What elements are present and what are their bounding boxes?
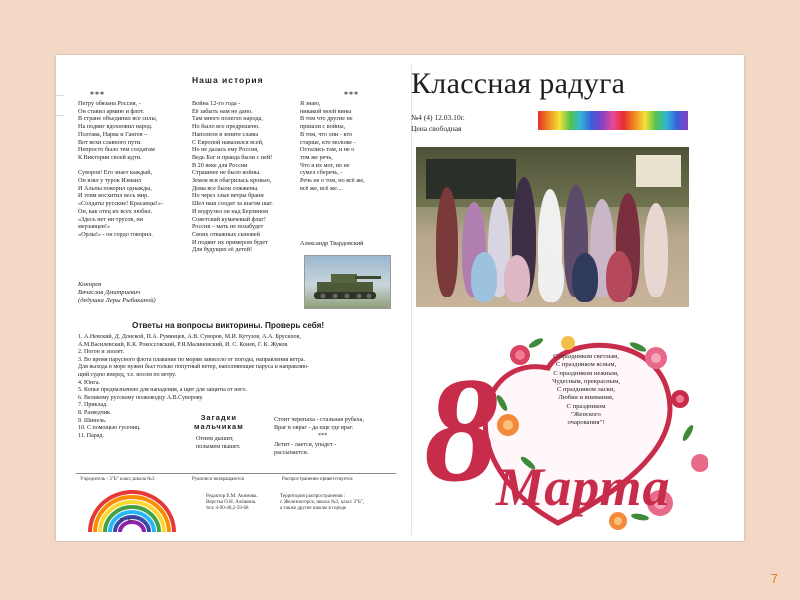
footer-editors: Редактор Е.М. Акимова. Верстка О.Н. Алёшина. тел: 4-90-40,2-59-68 [206, 494, 258, 511]
footer-founder: Учредитель - 3"Б" класс,школа №3 [80, 477, 155, 482]
tank-icon [305, 256, 390, 308]
march-word: Марта [496, 457, 671, 517]
riddle-3: Летит - лается, упадет - рассыпается. [274, 441, 337, 456]
footer-distribution: Распространение приветствуется [282, 477, 353, 482]
big-eight: 8 [424, 347, 499, 513]
quiz-title: Ответы на вопросы викторины. Проверь себя! [132, 321, 325, 330]
masthead-footer [76, 473, 396, 538]
footer-manuscripts: Рукописи возвращаются [192, 477, 244, 482]
riddles-heading: Загадки мальчикам [194, 413, 244, 431]
rainbow-icon [84, 488, 180, 534]
poem1-author: Конорев Вячеслав Дмитриевич (дедушка Леры Рыбакиной) [78, 281, 156, 304]
rainbow-logo [84, 488, 180, 534]
class-photo [416, 147, 689, 307]
footer-territory: Территория распространения : г. Железногорск, школа №3, класс 3"Б", а также другие школы в городе [280, 494, 365, 511]
greeting-poem: С праздником светлым, С праздником ясным, С праздником нежным, Чудесным, прекрасным, С праздником ласки, Любви и внимания, С праздником "Женского очарования"! [552, 353, 620, 427]
poem-tvardovsky: Я знаю, никакой моей вины В том что другие не пришли с войны, В том, что они - кто старше, кто моложе - Остались там, и не о том же речь, Что я их мог, но не сумел сберечь, - Речь не о том, но всё же, всё же, всё же.... [300, 100, 365, 192]
riddle-2: Стоит черепаха - стальная рубаха, Враг в овраг - да еще где враг. [274, 416, 364, 431]
poem3-author: Александр Твардовский [300, 240, 364, 247]
poem1-stars: *** [90, 90, 105, 99]
history-heading: Наша история [192, 75, 264, 85]
poem-peter: Петру обязана Россия, - Он ставил армию и флот. В стране объединил все силы, На подвиг вдохновил народ. Полтава, Нарва и Гангея – Вот вехи славного пути. Непросто было тем солдатам К Виктории своей идти. Суворов! Его знает каждый, Он взял у турок Измаил И Альпы покорил однажды, И этим восхитил весь мир. «Солдаты русские! Красавцы!»- Он, как отец их всех любил. «Здесь нет ни трусов, ни мерзавцев!» «Орлы!» - он гордо говорил. [78, 100, 163, 238]
quiz-answers: 1. А.Невский, Д. Донской, П.А. Румянцев, А.В. Суворов, М.И. Кутузов, А.А. Брусилов, А.М.Василевский, К.К. Рокоссовский, Р.Я.Малиновский, И. С. Конев, Г. К. Жуков. 2. Погон и эполет. 3. Во время парусного флота плавание по морям зависело от погоды, направления ветра. Для выхода в море нужен был только попутный ветер, наполняющие паруса и направляю- щий судно вперед, т.е. носом по ветру. 4. Юнга. 5. Копье предназначено для нападения, а щит для защиты от него. 6. Великому русскому полководцу А.В.Суворову. 7. Приклад. 8. Разведчик. 9. Шинель. 10. С помощью гусениц. 11. Парад. [78, 334, 309, 439]
riddle-2-stars: *** [318, 432, 328, 439]
issue-number: №4 (4) 12.03.10г. [411, 113, 465, 122]
riddle-1: Огнем дышит, полымем пышет. [196, 435, 241, 450]
logo-label: 3 "Б" [120, 518, 136, 524]
newspaper-title: Классная радуга [411, 67, 626, 100]
slide-number: 7 [770, 571, 778, 586]
poem3-stars: *** [344, 90, 359, 99]
newspaper-page [56, 55, 744, 541]
issue-price: Цена свободная [411, 124, 462, 133]
rainbow-strip [538, 111, 688, 130]
tank-picture [304, 255, 391, 309]
poem-war: Война 12-го года - Её забыть нам не дано. Там много полегло народа, Но было все предрешено. Наполеон в зените славы С Европой навалился всей, Но не далась ему Россия, Ведь Бог и правда были с ней! В 20 веке для России Страшнее не было войны. Земля вся обагрилась кровью, Дома все были сожжены. Но через злые ветры брани Шел наш солдат за шагом шаг. И водрузил он над Берлином Советский кумачевый флаг! Россия – мать не позабудет Своих отважных сыновей И подвиг их примером будет Для будущих её детей! [192, 100, 273, 254]
